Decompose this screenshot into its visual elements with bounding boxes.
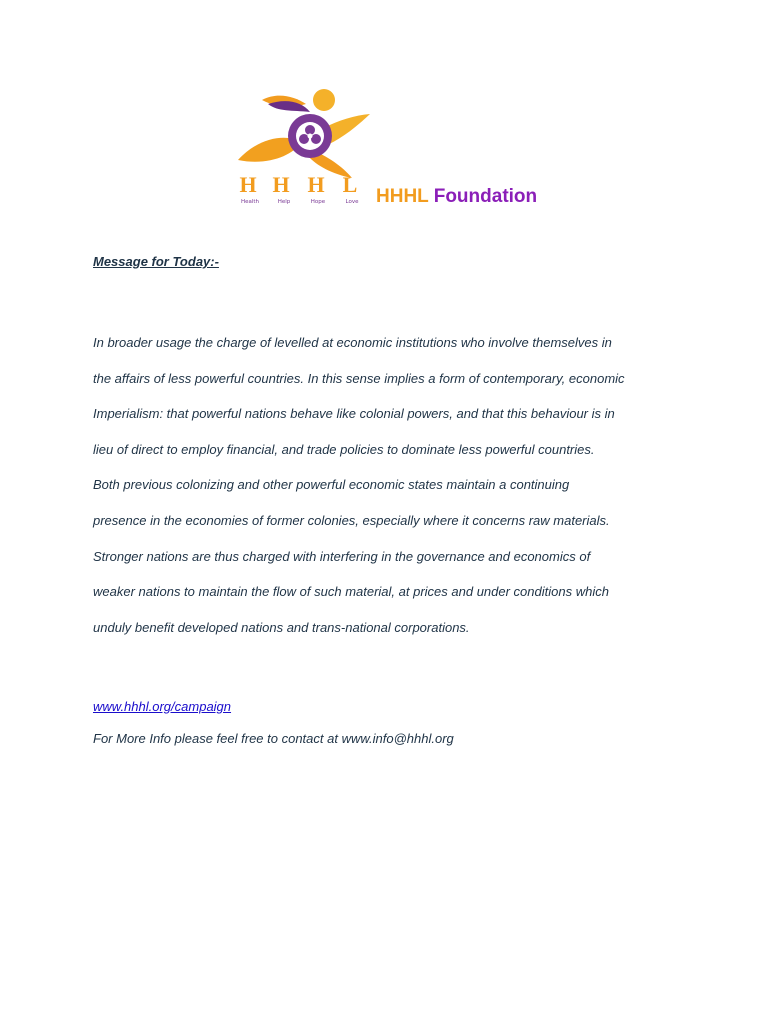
- logo-word: Help: [277, 199, 291, 205]
- logo-word: Health: [240, 199, 260, 205]
- paragraph-line: Imperialism: that powerful nations behave like colonial powers, and that this behaviour is in: [93, 406, 615, 422]
- logo-word: Love: [345, 199, 359, 205]
- paragraph-line: weaker nations to maintain the flow of such material, at prices and under conditions which: [93, 584, 609, 600]
- brand-title: [376, 185, 537, 209]
- hhhl-logo: [232, 86, 372, 208]
- paragraph-line: In broader usage the charge of levelled at economic institutions who involve themselves in: [93, 335, 612, 350]
- paragraph-line: Stronger nations are thus charged with interfering in the governance and economics of: [93, 548, 591, 564]
- logo-letter: H: [307, 172, 325, 197]
- logo-letter: H: [272, 172, 290, 197]
- logo-letter: L: [342, 172, 358, 197]
- logo-letter: H: [239, 172, 257, 197]
- message-heading: Message for Today:-: [93, 254, 219, 269]
- logo-word: Hope: [310, 199, 326, 205]
- paragraph-line: the affairs of less powerful countries. In this sense implies a form of contemporary, economic: [93, 370, 625, 386]
- paragraph-line: unduly benefit developed nations and trans-national corporations.: [93, 619, 470, 635]
- message-paragraph: [93, 330, 693, 650]
- campaign-link[interactable]: www.hhhl.org/campaign: [93, 699, 232, 714]
- paragraph-line: presence in the economies of former colonies, especially where it concerns raw materials.: [93, 512, 610, 528]
- paragraph-line: Both previous colonizing and other powerful economic states maintain a continuing: [93, 477, 570, 493]
- contact-text: For More Info please feel free to contact at www.info@hhhl.org: [93, 731, 454, 746]
- brand-hhhl: HHHL: [376, 186, 429, 207]
- brand-foundation: Foundation: [433, 186, 538, 207]
- paragraph-line: lieu of direct to employ financial, and trade policies to dominate less powerful countries.: [93, 441, 595, 457]
